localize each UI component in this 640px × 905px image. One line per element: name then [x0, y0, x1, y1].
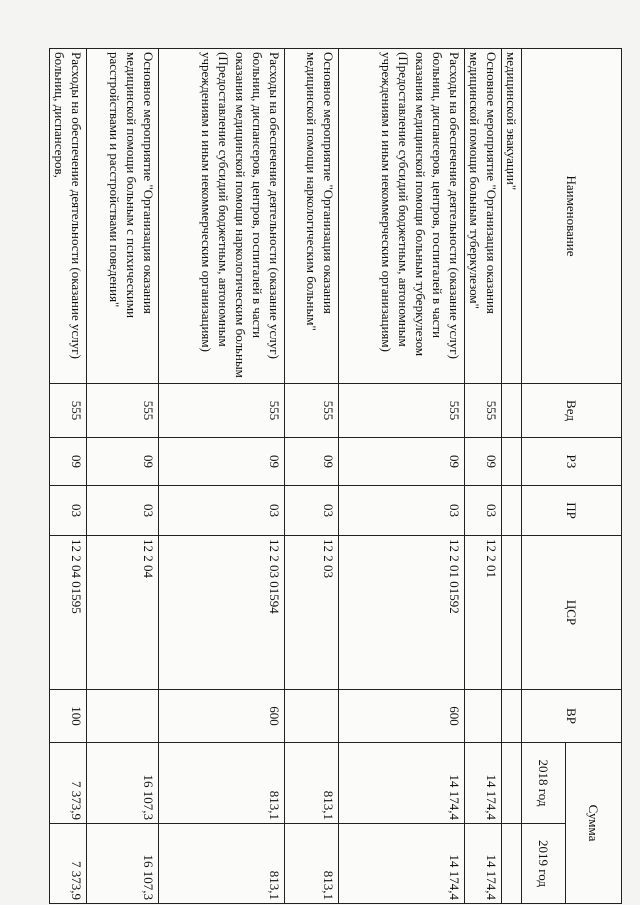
cell-2018	[502, 743, 522, 824]
cell-name: Основное мероприятие "Организация оказания медицинской помощи больным туберкулезом"	[465, 49, 502, 384]
cell-2018: 813,1	[159, 743, 285, 824]
cell-csr: 12 2 04 01595	[50, 536, 87, 690]
cell-vr	[465, 690, 502, 743]
cell-vr	[502, 690, 522, 743]
header-row	[566, 49, 622, 904]
cell-vr	[87, 690, 159, 743]
table-row	[285, 49, 339, 904]
cell-ved: 555	[87, 384, 159, 438]
cell-pr: 03	[50, 486, 87, 536]
cell-name: Основное мероприятие "Организация оказания медицинской помощи больным с психическими расстройствами и расстройствами поведения"	[87, 49, 159, 384]
cell-name: Расходы на обеспечение деятельности (оказание услуг) больниц, диспансеров, центров, госпиталей в части оказания медицинской помощи больным туберкулезом (Предоставление субсидий бюджетным, автономным учреждениям и иным некоммерческим организациям)	[339, 49, 465, 384]
cell-2018: 14 174,4	[465, 743, 502, 824]
col-header-csr: ЦСР	[522, 536, 622, 690]
table-row	[339, 49, 465, 904]
table-row	[50, 49, 87, 904]
cell-2019: 14 174,4	[465, 824, 502, 904]
cell-ved: 555	[285, 384, 339, 438]
cell-vr: 100	[50, 690, 87, 743]
cell-2018: 7 373,9	[50, 743, 87, 824]
cell-name: медицинской эвакуации"	[502, 49, 522, 384]
cell-2019: 813,1	[285, 824, 339, 904]
cell-vr: 600	[339, 690, 465, 743]
cell-name: Расходы на обеспечение деятельности (оказание услуг) больниц, диспансеров,	[50, 49, 87, 384]
cell-name: Расходы на обеспечение деятельности (оказание услуг) больниц, диспансеров, центров, госпиталей в части оказания медицинской помощи наркологическим больным (Предоставление субсидий бюджетным, автономным учреждениям и иным некоммерческим организациям)	[159, 49, 285, 384]
cell-ved: 555	[159, 384, 285, 438]
cell-vr	[285, 690, 339, 743]
col-header-rz: РЗ	[522, 438, 622, 486]
table-row	[87, 49, 159, 904]
cell-ved: 555	[465, 384, 502, 438]
rotated-page-content	[52, 48, 622, 903]
cell-csr: 12 2 01 01592	[339, 536, 465, 690]
col-header-2019: 2019 год	[522, 824, 566, 904]
cell-name: Основное мероприятие "Организация оказания медицинской помощи наркологическим больным"	[285, 49, 339, 384]
cell-rz: 09	[339, 438, 465, 486]
col-header-name: Наименование	[522, 49, 622, 384]
cell-pr	[502, 486, 522, 536]
cell-rz	[502, 438, 522, 486]
col-header-ved: Вед	[522, 384, 622, 438]
cell-csr: 12 2 03	[285, 536, 339, 690]
cell-pr: 03	[465, 486, 502, 536]
col-header-sum: Сумма	[566, 743, 622, 904]
cell-vr: 600	[159, 690, 285, 743]
cell-pr: 03	[159, 486, 285, 536]
cell-csr: 12 2 03 01594	[159, 536, 285, 690]
cell-pr: 03	[339, 486, 465, 536]
col-header-pr: ПР	[522, 486, 622, 536]
budget-table	[49, 48, 622, 904]
cell-pr: 03	[285, 486, 339, 536]
cell-2018: 813,1	[285, 743, 339, 824]
col-header-2018: 2018 год	[522, 743, 566, 824]
cell-rz: 09	[50, 438, 87, 486]
cell-csr: 12 2 04	[87, 536, 159, 690]
cell-rz: 09	[285, 438, 339, 486]
cell-2019	[502, 824, 522, 904]
col-header-vr: ВР	[522, 690, 622, 743]
table-row	[502, 49, 522, 904]
cell-2019: 16 107,3	[87, 824, 159, 904]
cell-2019: 813,1	[159, 824, 285, 904]
table-row	[465, 49, 502, 904]
cell-ved: 555	[50, 384, 87, 438]
cell-2019: 14 174,4	[339, 824, 465, 904]
cell-csr: 12 2 01	[465, 536, 502, 690]
cell-ved	[502, 384, 522, 438]
cell-2019: 7 373,9	[50, 824, 87, 904]
cell-pr: 03	[87, 486, 159, 536]
cell-rz: 09	[465, 438, 502, 486]
cell-rz: 09	[159, 438, 285, 486]
cell-ved: 555	[339, 384, 465, 438]
cell-2018: 14 174,4	[339, 743, 465, 824]
cell-2018: 16 107,3	[87, 743, 159, 824]
cell-rz: 09	[87, 438, 159, 486]
table-row	[159, 49, 285, 904]
cell-csr	[502, 536, 522, 690]
